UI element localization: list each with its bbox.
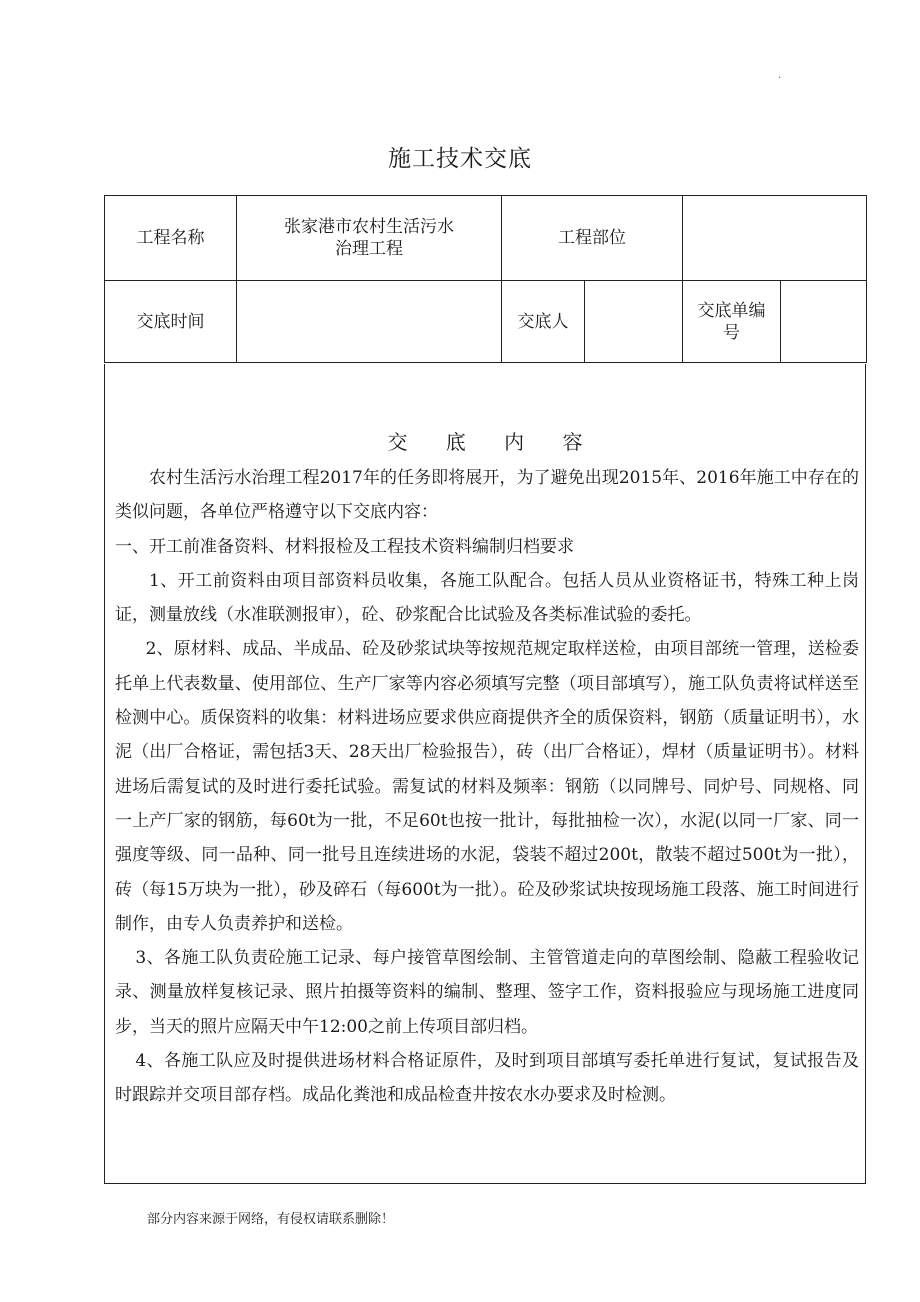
item-3-paragraph: 3、各施工队负责砼施工记录、每户接管草图绘制、主管管道走向的草图绘制、隐蔽工程验收记录、测量放样复核记录、照片拍摄等资料的编制、整理、签字工作，资料报验应与现场施工进度同步，当天的照片应隔天中午12:00之前上传项目部归档。 (115, 948, 859, 1037)
project-part-label: 工程部位 (502, 196, 683, 281)
project-name-line2: 治理工程 (335, 239, 403, 259)
content-body (115, 461, 859, 1113)
person-label: 交底人 (502, 281, 585, 363)
number-label-line2: 号 (723, 322, 740, 343)
date-value (237, 281, 502, 363)
project-name-value (237, 196, 502, 281)
date-label: 交底时间 (105, 281, 237, 363)
item-4-paragraph: 4、各施工队应及时提供进场材料合格证原件，及时到项目部填写委托单进行复试，复试报告及时跟踪并交项目部存档。成品化粪池和成品检查井按农水办要求及时检测。 (115, 1051, 859, 1106)
project-name-line1: 张家港市农村生活污水 (284, 217, 454, 237)
item-1-paragraph: 1、开工前资料由项目部资料员收集，各施工队配合。包括人员从业资格证书，特殊工种上岗证，测量放线（水准联测报审），砼、砂浆配合比试验及各类标准试验的委托。 (115, 570, 859, 626)
intro-paragraph: 农村生活污水治理工程2017年的任务即将展开，为了避免出现2015年、2016年施工中存在的类似问题，各单位严格遵守以下交底内容： (115, 468, 859, 523)
person-value (585, 281, 683, 363)
header-row-project (105, 196, 867, 281)
header-row-date (105, 281, 867, 363)
header-table (104, 195, 867, 363)
document-title: 施工技术交底 (388, 146, 532, 172)
corner-mark: . (778, 70, 782, 81)
number-value (781, 281, 867, 363)
number-label (683, 281, 781, 363)
content-section (104, 364, 866, 1184)
footer-note: 部分内容来源于网络，有侵权请联系删除！ (147, 1212, 395, 1227)
section1-title: 一、开工前准备资料、材料报检及工程技术资料编制归档要求 (115, 536, 574, 557)
project-name-label: 工程名称 (105, 196, 237, 281)
content-heading: 交 底 内 容 (387, 430, 583, 454)
project-part-value (683, 196, 867, 281)
item-2-paragraph: 2、原材料、成品、半成品、砼及砂浆试块等按规范规定取样送检，由项目部统一管理，送检委托单上代表数量、使用部位、生产厂家等内容必须填写完整（项目部填写），施工队负责将试样送至检测中心。质保资料的收集：材料进场应要求供应商提供齐全的质保资料，钢筋（质量证明书），水泥（出厂合格证，需包括3天、28天出厂检验报告），砖（出厂合格证），焊材（质量证明书）。材料进场后需复试的及时进行委托试验。需复试的材料及频率：钢筋（以同牌号、同炉号、同规格、同一上产厂家的钢筋，每60t为一批，不足60t也按一批计，每批抽检一次），水泥(以同一厂家、同一强度等级、同一品种、同一批号且连续进场的水泥，袋装不超过200t，散装不超过500t为一批），砖（每15万块为一批），砂及碎石（每600t为一批）。砼及砂浆试块按现场施工段落、施工时间进行制作，由专人负责养护和送检。 (115, 639, 859, 934)
number-label-line1: 交底单编 (697, 300, 766, 321)
